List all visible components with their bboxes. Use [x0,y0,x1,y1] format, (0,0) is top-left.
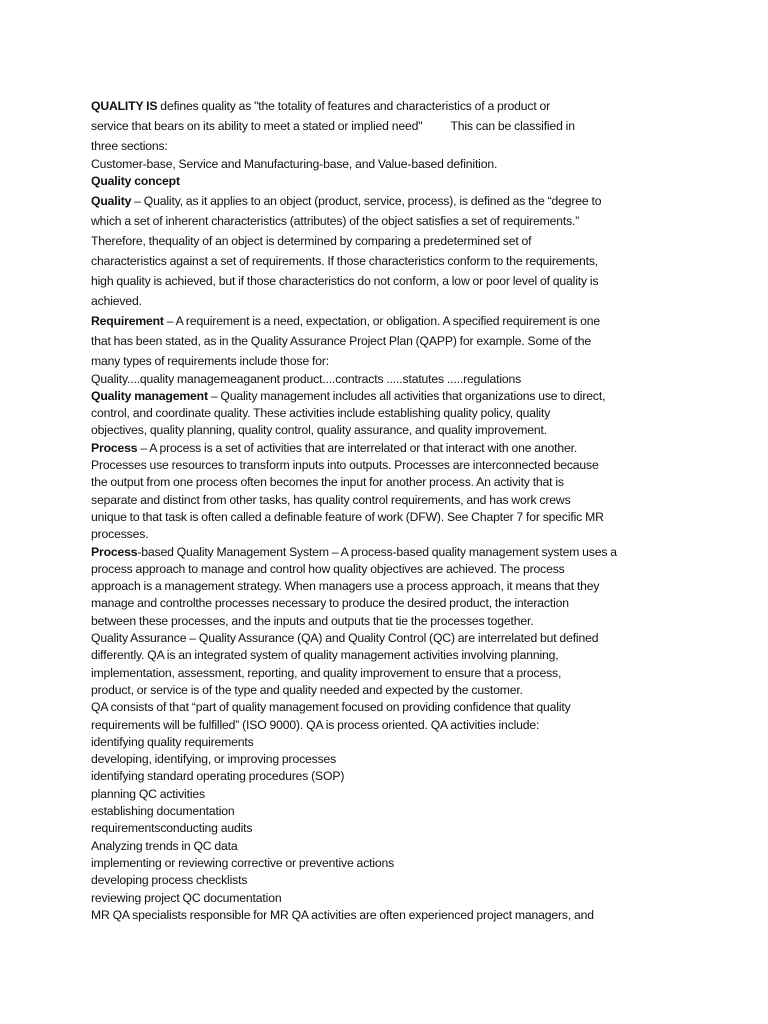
quality-line-6: achieved. [91,293,142,308]
qa-activity-item: reviewing project QC documentation [91,890,282,905]
requirement-line-3: many types of requirements include those for: [91,353,330,368]
rest-section [91,371,651,925]
requirement-line-2: that has been stated, as in the Quality Assurance Project Plan (QAPP) for example. Some of the [91,333,592,348]
quality-line-3: Therefore, thequality of an object is determined by comparing a predetermined set of [91,233,532,248]
pbqms-line-5: between these processes, and the inputs and outputs that tie the processes together. [91,613,534,628]
process-line-2: Processes use resources to transform inputs into outputs. Processes are interconnected because [91,458,599,473]
qa-activity-item: planning QC activities [91,786,205,801]
intro-line-1 [91,96,651,116]
quality-concept-heading: Quality concept [91,174,180,189]
document-body [91,96,651,924]
pbqms-line-3: approach is a management strategy. When managers use a process approach, it means that they [91,579,600,594]
qa-activity-item: requirementsconducting audits [91,821,253,836]
qa-line-5: QA consists of that “part of quality management focused on providing confidence that quality [91,700,571,715]
process-line-5: unique to that task is often called a definable feature of work (DFW). See Chapter 7 for specific MR [91,509,604,524]
process-line-6: processes. [91,527,149,542]
qa-activity-item: implementing or reviewing corrective or preventive actions [91,855,395,870]
intro-line-3: three sections: [91,139,168,153]
pbqms-line-4: manage and controlthe processes necessary to produce the desired product, the interaction [91,596,569,611]
intro-line-2 [91,116,651,136]
process-line-1: Process – A process is a set of activities that are interrelated or that interact with one another. [91,440,578,455]
quality-line-4: characteristics against a set of requirements. If those characteristics conform to the requirements, [91,253,599,268]
qa-line-3: implementation, assessment, reporting, and quality improvement to ensure that a process, [91,665,562,680]
quality-management-line-2: control, and coordinate quality. These activities include establishing quality policy, quality [91,406,551,421]
quality-is-term: QUALITY IS [91,99,158,113]
process-term: Process [91,440,138,455]
pbqms-term: Process [91,544,138,559]
intro-section [91,96,651,156]
qa-activity-item: developing process checklists [91,873,248,888]
qa-activity-item: Analyzing trends in QC data [91,838,238,853]
quality-line-5: high quality is achieved, but if those characteristics do not conform, a low or poor level of quality is [91,273,599,288]
intro-line-2-quote: service that bears on its ability to meet a stated or implied need" [91,119,423,133]
qa-line-4: product, or service is of the type and quality needed and expected by the customer. [91,682,523,697]
qa-activity-item: identifying standard operating procedures (SOP) [91,769,345,784]
process-line-4: separate and distinct from other tasks, has quality control requirements, and has work crews [91,492,571,507]
main-section [91,156,651,191]
intro-line-2-text: This can be classified in [450,119,575,133]
quality-definition [91,191,651,371]
quality-line-2: which a set of inherent characteristics (attributes) of the object satisfies a set of requirements.” [91,213,580,228]
quality-line-1: Quality – Quality, as it applies to an object (product, service, process), is defined as the “degree to [91,193,602,208]
intro-line-4: Customer-base, Service and Manufacturing-base, and Value-based definition. [91,157,498,171]
process-line-3: the output from one process often becomes the input for another process. An activity that is [91,475,564,490]
quality-term: Quality [91,193,132,208]
requirement-term: Requirement [91,313,164,328]
qa-activity-item: establishing documentation [91,804,235,819]
qa-line-2: differently. QA is an integrated system of quality management activities involving planning, [91,648,559,663]
qa-activity-item: identifying quality requirements [91,734,254,749]
qa-line-6: requirements will be fulfilled” (ISO 9000). QA is process oriented. QA activities include: [91,717,540,732]
qa-line-1: Quality Assurance – Quality Assurance (QA) and Quality Control (QC) are interrelated but defined [91,631,599,646]
pbqms-line-1: Process-based Quality Management System – A process-based quality management system uses a [91,544,617,559]
requirement-line-4: Quality....quality managemeaganent product....contracts .....statutes .....regulations [91,371,522,386]
quality-management-line-3: objectives, quality planning, quality control, quality assurance, and quality improvement. [91,423,547,438]
qa-activity-item: developing, identifying, or improving processes [91,752,337,767]
quality-management-term: Quality management [91,388,208,403]
intro-line-1-text: defines quality as "the totality of features and characteristics of a product or [157,99,551,113]
pbqms-line-2: process approach to manage and control how quality objectives are achieved. The process [91,561,565,576]
closing-line: MR QA specialists responsible for MR QA activities are often experienced project managers, and [91,907,594,922]
requirement-line-1: Requirement – A requirement is a need, expectation, or obligation. A specified requirement is one [91,313,601,328]
quality-management-line-1: Quality management – Quality management includes all activities that organizations use to direct, [91,388,606,403]
